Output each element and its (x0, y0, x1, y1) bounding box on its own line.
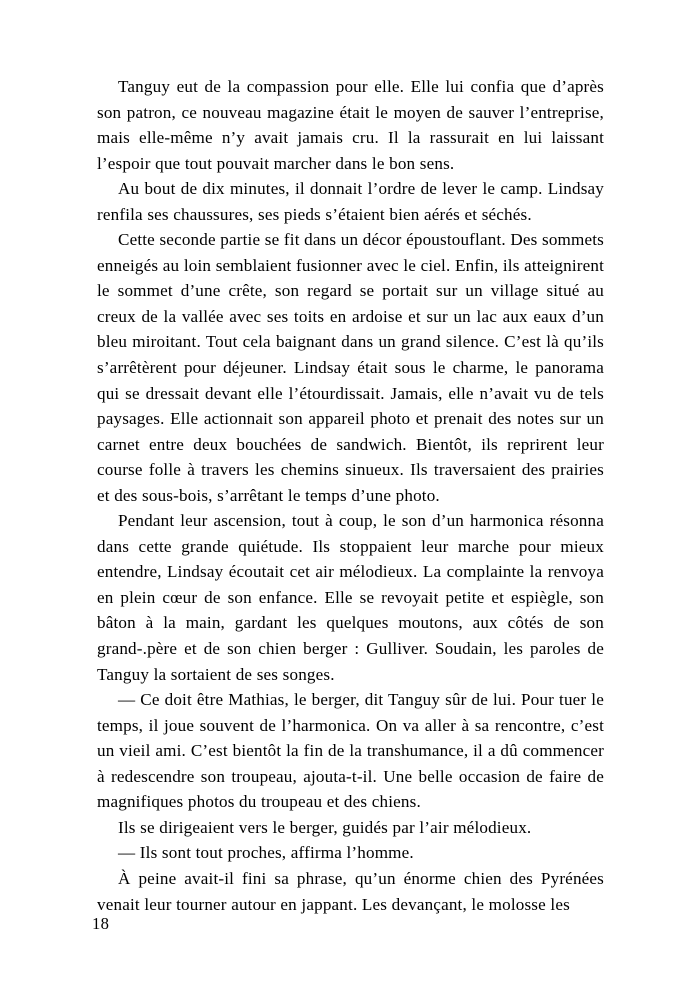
paragraph: Tanguy eut de la compassion pour elle. Elle lui confia que d’après son patron, ce nouveau magazine était le moyen de sauver l’entreprise, mais elle-même n’y avait jamais cru. Il la rassurait en lui laissant l’espoir que tout pouvait marcher dans le bon sens. (97, 77, 604, 173)
page-number: 18 (92, 914, 110, 933)
paragraph: Au bout de dix minutes, il donnait l’ordre de lever le camp. Lindsay renfila ses chaussures, ses pieds s’étaient bien aérés et séchés. (97, 179, 604, 224)
dialogue-paragraph: — Ils sont tout proches, affirma l’homme. (118, 843, 414, 863)
paragraph: À peine avait-il fini sa phrase, qu’un énorme chien des Pyrénées venait leur tourner autour en jappant. Les devançant, le molosse les (97, 868, 604, 914)
paragraph: Cette seconde partie se fit dans un décor époustouflant. Des sommets enneigés au loin semblaient fusionner avec le ciel. Enfin, ils atteignirent le sommet d’une crête, son regard se portait sur un village situé au creux de la vallée avec ses toits en ardoise et sur un lac aux eaux d’un bleu miroitant. Tout cela baignant dans un grand silence. C’est là qu’ils s’arrêtèrent pour déjeuner. Lindsay était sous le charme, le panorama qui se dressait devant elle l’étourdissait. Jamais, elle n’avait vu de tels paysages. Elle actionnait son appareil photo et prenait des notes sur un carnet entre deux bouchées de sandwich. Bientôt, ils reprirent leur course folle à travers les chemins sinueux. Ils traversaient des prairies et des sous-bois, s’arrêtant le temps d’une photo. (97, 230, 604, 505)
dialogue-paragraph: — Ce doit être Mathias, le berger, dit Tanguy sûr de lui. Pour tuer le temps, il joue souvent de l’harmonica. On va aller à sa rencontre, c’est un vieil ami. C’est bientôt la fin de la transhumance, il a dû commencer à redescendre son troupeau, ajouta-t-il. Une belle occasion de faire de magnifiques photos du troupeau et des chiens. (97, 690, 604, 812)
paragraph: Ils se dirigeaient vers le berger, guidés par l’air mélodieux. (118, 817, 532, 837)
paragraph: Pendant leur ascension, tout à coup, le son d’un harmonica résonna dans cette grande quiétude. Ils stoppaient leur marche pour mieux entendre, Lindsay écoutait cet air mélodieux. La complainte la renvoya en plein cœur de son enfance. Elle se revoyait petite et espiègle, son bâton à la main, gardant les quelques moutons, aux côtés de son grand-.père et de son chien berger : Gulliver. Soudain, les paroles de Tanguy la sortaient de ses songes. (97, 511, 604, 684)
page-text-body (97, 74, 604, 917)
